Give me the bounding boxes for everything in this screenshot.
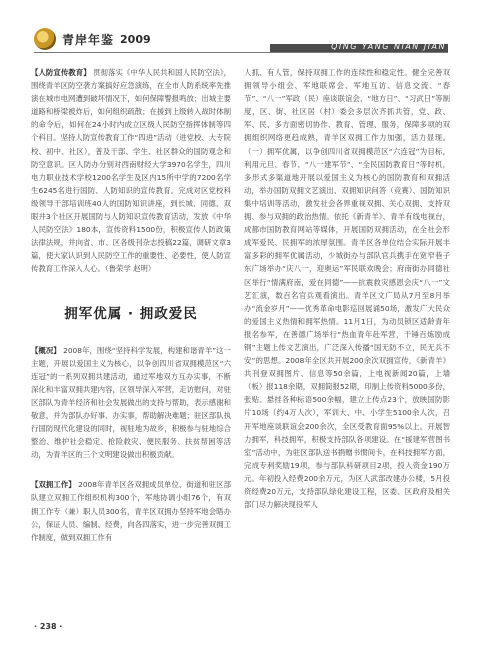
paragraph-double-support — [31, 478, 231, 543]
section-title: 拥军优属 · 拥政爱民 — [64, 305, 198, 322]
emblem-icon — [34, 28, 56, 50]
page-number: · 238 · — [34, 622, 63, 631]
right-column — [244, 66, 450, 511]
paragraph-overview — [31, 344, 231, 462]
paragraph-tag: 【概况】 — [31, 345, 61, 355]
header-divider — [34, 52, 448, 53]
paragraph-continued: 人抓、有人管，保持双拥工作的连续性和稳定性。健全完善双拥领导小组会、军地联席会、军地互访、信息交流、“春节”、“八一”军政（民）座谈联谊会、“地方日”、“习武日”等制度，区、街、社区居（村）委会多层次齐抓共管，党、政、军、民、多方面密切协作、教育、管理、服务，保障多项的双拥组织网络更趋成熟，青羊区双拥工作力加强，活力显现。（一）拥军优属，以争创四川省双拥模范区“六连冠”为目标，利用元旦、春节、“八一建军节”、“全民国防教育日”等时机，多形式多渠道地开展以爱国主义为核心的国防教育和双拥活动，举办国防双拥文艺演出、双拥知识问答（竞赛）、国防知识集中培训等活动，激发社会各界重视双拥、关心双拥、支持双拥、参与双拥的政治热情。依托《新青羊》、青羊有线电视台，成都市国防教育网站等媒体，开展国防双拥活动，在全社会形成军爱民、民拥军的浓厚氛围。青羊区各单位结合实际开展丰富多彩的拥军优属活动，少城街办与部队官兵携手在宽窄巷子东广场举办“庆八一，迎奥运”军民联欢晚会；府南街办同德社区举行“情满府南，爱在同德”——抗震救灾感恩会庆“八一”文艺汇演，数百名官兵观看演出。青羊区文广局从7月至8月举办“流金岁月”——优秀革命电影巡回展诵50场，激发广大民众的爱国主义热情和拥军热情。11月1日，为动员锁区适龄青年报名参军，在善德广场举行“热血青年赴军营，干锤百炼励成钢”主题上传文艺演出，广泛深入传播“国无防不立，民无兵不安”的思想。2008年全区共开展200余次双拥宣传，《新青羊》共刊登双拥图片、信息等50余篇，上电视新闻20篇，上墙（板）报118余期，双拥简报52期，印制上传资料5000多份，张贴、悬挂各种标语500余幅，建立上传点23个，放映国防影片10场（约4万人次），军训大、中、小学生5100余人次，召开军地座谈联谊会200余次，全区受教育面95%以上。开展智力拥军，科技拥军，积极支持部队各项建设。在“援建军营图书室”活动中，为驻区部队送书捐赠书惯间卡，在科技拥军方面，完成专利奖励19项，参与部队科研项目2项，投入资金190万元。年初投入经费200余万元，为区人武部改建办公楼，5月投资经费20万元，支持部队绿化建设工程，区委、区政府及相关部门尽力解决现役军人 — [244, 68, 450, 510]
header-romanization: QING YANG NIAN JIAN — [331, 42, 446, 51]
paragraph-civil-defense — [31, 66, 231, 276]
paragraph-tag: 【双拥工作】 — [31, 480, 76, 490]
paragraph-text: 2008年青羊区各双拥成员单位、街道和驻区部队建立双拥工作组织机构300个，军地协调小组76个，有双拥工作专（兼）职人员300名，青羊区双拥办坚持军地会晤办公，保证人员、编制、经费，向各四落实，进一步完善双拥工作制度，做到双拥工作有 — [31, 480, 232, 542]
paragraph-tag: 【人防宣传教育】 — [31, 68, 91, 77]
paragraph-text: 2008年，围绕“坚持科学发展，构建和谐青羊”这一主题，开展以爱国主义为核心，以争创四川省双拥模范区“六连冠”的一系列双拥共建活动，通过军地双方互办实事，不断深化和丰富双拥共建内容，区领导深入军营，走访慰问，对驻区部队为青羊经济和社会发展做出的支持与帮助，表示感谢和敬意，并为部队办好事、办实事，帮助解决难题；驻区部队执行国防现代化建设的同时，视驻地为故乡，积极参与驻地综合整治、维护社会稳定、抢险救灾、便民服务、扶贫帮困等活动，为青羊区的三个文明建设做出积极贡献。 — [31, 345, 231, 460]
paragraph-text: 贯彻落实《中华人民共和国人民防空法》，围绕青羊区防空袭方案搞好应急演练，在全市人防系统率先推演在城市电网遭到破坏情况下，如何保障警报鸣放；出城主要道路和桥梁被炸后，如何组织疏散；在援到上级转入战时体制的命令后，如何在24小时内成立区级人民防空指挥体制等四个科目。坚持人防宣传教育工作“四进”活动（进党校、大专院校、初中、社区），普及干部、学生、社区群众的国防观念和防空意识。区人防办分别对西南财经大学3970名学生，四川电力职业技术学校1200名学生及区内15所中学的7200名学生6245名进行国防、人防知识的宣传教育。完成对区党校科级领导干部培训班40人的国防知识讲座，到长城、同德、双眼井3个社区开展国防与人防知识宣传教育活动，发放《中华人民防空法》180本，宣传资料1500份，积极宣传人防政策法律法规，并向省、市、区各级刊杂志投稿22篇，调研文章3篇，使大家认识到人民防空工作的重要性、必要性，使人防宣传教育工作深入人心。（鲁荣学 赵明） — [31, 68, 231, 274]
logo-title: 青岸年鉴 — [62, 32, 115, 47]
yearbook-logo — [34, 28, 151, 50]
left-column — [31, 66, 231, 544]
page-header — [0, 0, 480, 64]
logo-year: 2009 — [120, 32, 151, 46]
